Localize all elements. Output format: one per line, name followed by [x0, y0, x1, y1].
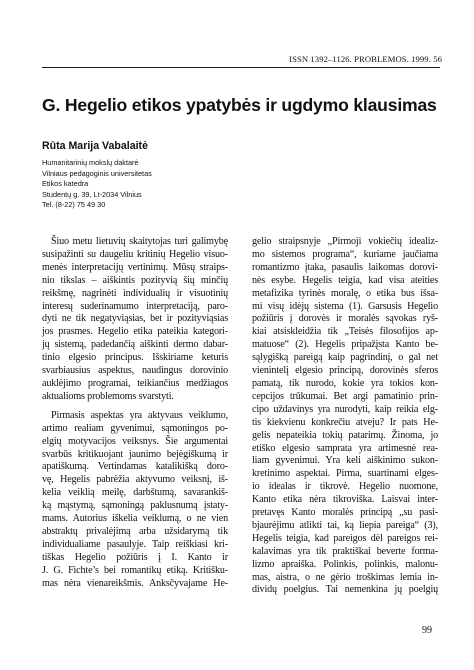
- text-line: gelio straipsnyje „Pirmoji vokiečių idealiz-: [252, 236, 438, 247]
- affiliation-line: Etikos katedra: [42, 179, 89, 188]
- text-line: cipo uždavinys yra nurodyti, kaip reikia elg-: [252, 403, 438, 415]
- affiliation-line: Studentų g. 39, Lt-2034 Vilnius: [42, 189, 142, 199]
- page-number: 99: [422, 625, 432, 636]
- text-line: jos prasmes. Hegelio etika pateikia kategori-: [42, 326, 228, 338]
- left-text-column: [42, 236, 228, 590]
- text-line: mams. Autorius iškelia veiklumą, o ne vien: [42, 513, 228, 525]
- text-line: lizmo apraiška. Polinkis, polinkis, malonu-: [252, 558, 438, 570]
- affiliation-line: Tel. (8-22) 75 49 30: [42, 200, 106, 209]
- text-line: mas, aistra, o ne gėrio troškimas lemia in-: [252, 571, 438, 583]
- affiliation-line: Humanitarinių mokslų daktarė: [42, 158, 139, 167]
- text-line: gelis nepateikia tokių patarimų. Žinoma, jo: [252, 429, 438, 441]
- text-line: vienintelį elgesio principą, dorovinės sferos: [252, 365, 438, 377]
- text-line: cepcijos trūkumai. Bet argi pamatinio prin-: [252, 390, 438, 402]
- text-line: auklėjimo programai, teikiančius medžiagos: [42, 377, 228, 389]
- text-line: bjaurėjimu atlikti tai, ką liepia pareiga“ (3),: [252, 519, 438, 531]
- text-line: J. G. Fichte’s bei romantikų etiką. Kritišku-: [42, 564, 228, 576]
- text-line: menės interpretacijų vertinimų. Mūsų straips-: [42, 261, 228, 273]
- text-line: tinio elgesio principus. Išskiriame keturis: [42, 352, 228, 364]
- author-affiliation: [42, 158, 152, 211]
- text-line: nės esybe. Hegelis teigia, kad visa ateities: [252, 274, 438, 286]
- header-rule: [42, 67, 440, 68]
- text-line: kiai atsiskleidžia tik „Teisės filosofijos ap-: [252, 326, 438, 338]
- text-line: matuose“ (2). Hegelis pripažįsta Kanto be-: [252, 339, 438, 351]
- text-line: sąlygišką pareigą kaip pagrindinį, o gal net: [252, 352, 438, 364]
- text-line: metafizika tyrinės moralę, o etika bus išsa-: [252, 287, 438, 299]
- text-line: kretinimo aspektai. Pirma, suartinami elges-: [252, 468, 438, 480]
- text-line: artimo realiam gyvenimui, sąmoningos po-: [42, 422, 228, 434]
- article-author: Rūta Marija Vabalaitė: [42, 140, 148, 152]
- text-line: dyti ne tik negatyviąsias, bet ir pozityviąsias: [42, 313, 228, 325]
- text-line: požiūris į dorovės ir moralės sąvokas ryš-: [252, 313, 438, 325]
- article-title: G. Hegelio etikos ypatybės ir ugdymo klausimas: [42, 95, 437, 115]
- text-line: kalavimas yra tik praktiškai beverte forma-: [252, 545, 438, 557]
- text-line: individualiame pasaulyje. Taip reiškiasi kri-: [42, 538, 228, 550]
- text-line: tiškas Hegelio požiūris į I. Kanto ir: [42, 551, 228, 563]
- text-line: aktualioms problemoms svarstyti.: [42, 390, 174, 402]
- text-line: svarbūs kritikuojant jaunimo bejėgiškumą ir: [42, 448, 228, 460]
- text-line: pretavęs Kanto moralės principą „su pasi-: [252, 507, 438, 519]
- text-line: abstraktų privalėjimą arba užsidarymą tik: [42, 525, 228, 537]
- text-line: nio tikslas – aiškintis pozityvią šių minčių: [42, 274, 228, 286]
- text-line: jų sistemą, padedančią aiškinti dermo dabar-: [42, 339, 228, 351]
- text-line: interesų suderinamumo interpretaciją, paro-: [42, 300, 228, 312]
- text-line: tis kiekvienu konkrečiu atveju? Ir pats He-: [252, 416, 438, 428]
- text-line: romantizmo įtaka, pasaulis laikomas dorovi-: [252, 261, 438, 273]
- text-line: kelia veiklią meilę, darbštumą, savarankiš-: [42, 487, 228, 499]
- text-line: mas nėra vienareikšmis. Anksčyvajame He-: [42, 577, 228, 589]
- text-line: mi visų idėjų sistema (1). Garsusis Hegelio: [252, 300, 438, 312]
- text-line: Kanto etika nėra tikroviška. Laisvai inter-: [252, 494, 438, 506]
- text-line: vę, Hegelis pabrėžia aktyvumo veiksnį, iš-: [42, 474, 228, 486]
- affiliation-line: Vilniaus pedagoginis universitetas: [42, 168, 152, 178]
- text-line: etiško elgesio samprata yra artimesnė rea-: [252, 442, 438, 454]
- text-line: Hegelis teigia, kad pareigos dėl pareigos rei-: [252, 532, 438, 544]
- text-line: apatiškumą. Vertindamas katalikišką doro-: [42, 461, 228, 473]
- text-line: Šiuo metu lietuvių skaitytojas turi galimybę: [51, 236, 228, 247]
- text-line: svarbiausius aspektus, naudingus dorovinio: [42, 365, 228, 377]
- right-text-column: [252, 236, 438, 597]
- text-line: io idealas ir tikrovė. Hegelio nuomone,: [252, 481, 438, 493]
- text-line: pamatą, tik nurodo, kokie yra tokios kon-: [252, 377, 438, 389]
- text-line: Pirmasis aspektas yra aktyvaus veiklumo,: [51, 409, 228, 421]
- text-line: ką mąstymą, sąmoningą paklusnumą įstaty-: [42, 500, 228, 512]
- text-line: reikšmę, nagrinėti individualių ir visuotinių: [42, 287, 228, 299]
- text-line: mo sistemos programa“, kuriame jaučiama: [252, 248, 438, 260]
- text-line: liam gyvenimui. Yra keli aiškinimo sukon-: [252, 455, 438, 467]
- text-line: elgių motyvacijos veiksnys. Šie argumentai: [42, 435, 228, 447]
- running-head: ISSN 1392–1126. PROBLEMOS. 1999. 56: [289, 54, 442, 64]
- text-line: dividų poelgius. Tai nemenkina jų poelgių: [252, 584, 438, 596]
- text-line: susipažinti su daugeliu kritinių Hegelio visuo-: [42, 248, 228, 260]
